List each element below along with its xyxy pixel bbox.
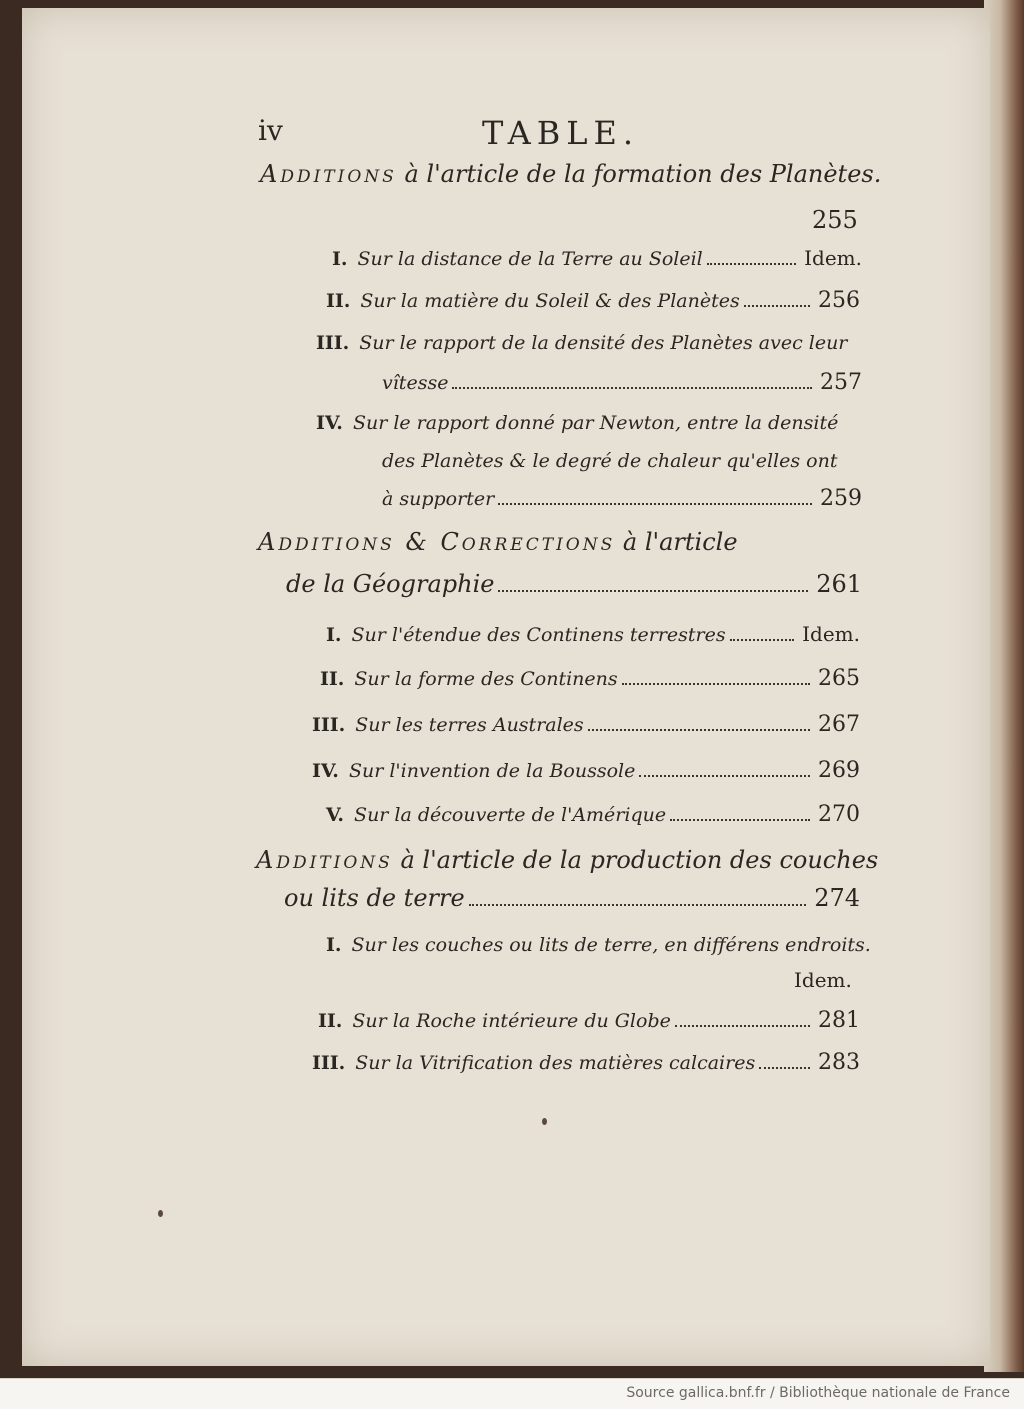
leader-dots: [707, 263, 796, 265]
entry-page: 256: [818, 288, 860, 313]
entry-text: Sur le rapport donné par Newton, entre la densité: [352, 412, 839, 434]
leader-dots: [588, 729, 810, 731]
entry-text: Sur la découverte de l'Amérique: [354, 804, 667, 826]
entry-page: 283: [818, 1050, 860, 1075]
entry-text: Sur la forme des Continens: [354, 668, 618, 690]
entry-page: 265: [818, 666, 860, 691]
entry-text: Sur la distance de la Terre au Soleil: [357, 248, 703, 270]
leader-dots: [759, 1067, 810, 1069]
entry-page: 267: [818, 712, 860, 737]
section-head-rest: de la Géographie: [286, 570, 495, 598]
toc-entry: [316, 332, 862, 354]
entry-text: des Planètes & le degré de chaleur qu'elles ont: [382, 450, 838, 472]
leader-dots: [498, 590, 808, 592]
entry-number: I.: [326, 624, 342, 646]
entry-number: III.: [312, 714, 346, 736]
toc-entry: [312, 758, 860, 783]
leader-dots: [670, 819, 810, 821]
leader-dots: [469, 904, 807, 906]
entry-text: vîtesse: [382, 372, 449, 394]
toc-entry-continuation: [382, 370, 862, 395]
entry-number: II.: [320, 668, 345, 690]
entry-number: IV.: [316, 412, 343, 434]
section-heading: [256, 846, 878, 874]
entry-page: 281: [818, 1008, 860, 1033]
toc-entry: [326, 288, 860, 313]
section-page: 255: [812, 206, 858, 234]
entry-text: Sur les terres Australes: [355, 714, 584, 736]
toc-entry-continuation: [382, 450, 837, 472]
entry-text: Sur la Vitrification des matières calcaires: [355, 1052, 756, 1074]
entry-number: I.: [332, 248, 348, 270]
section-head-rest: à l'article de la formation des Planètes.: [396, 160, 882, 188]
section-head-rest: ou lits de terre: [284, 884, 465, 912]
entry-page: Idem.: [794, 968, 852, 992]
entry-text: à supporter: [382, 488, 495, 510]
section-heading: [260, 160, 881, 188]
entry-page: Idem.: [802, 622, 860, 646]
paper-speck: [158, 1210, 163, 1217]
source-footer: [0, 1378, 1024, 1409]
leader-dots: [639, 775, 810, 777]
toc-entry: [326, 802, 860, 827]
leader-dots: [730, 639, 795, 641]
toc-entry-continuation: [382, 486, 862, 511]
leader-dots: [622, 683, 810, 685]
entry-number: II.: [318, 1010, 343, 1032]
entry-text: Sur la matière du Soleil & des Planètes: [360, 290, 740, 312]
section-head-rest: à l'article: [615, 528, 738, 556]
toc-entry: [312, 712, 860, 737]
section-head-caps: Additions: [256, 846, 393, 874]
entry-text: Sur la Roche intérieure du Globe: [352, 1010, 671, 1032]
toc-entry: [316, 412, 862, 434]
toc-entry: [332, 246, 862, 270]
entry-text: Sur les couches ou lits de terre, en différens endroits.: [351, 934, 871, 956]
entry-page: 259: [820, 486, 862, 511]
entry-number: I.: [326, 934, 342, 956]
toc-entry: [326, 622, 860, 646]
section-head-caps: Additions: [260, 160, 397, 188]
toc-entry: [318, 1008, 860, 1033]
leader-dots: [452, 387, 812, 389]
entry-text: Sur le rapport de la densité des Planètes avec leur: [359, 332, 848, 354]
entry-number: III.: [316, 332, 350, 354]
section-page: 261: [816, 570, 862, 598]
entry-page: Idem.: [804, 246, 862, 270]
page-title: TABLE.: [482, 114, 639, 152]
section-head-rest: à l'article de la production des couches: [392, 846, 879, 874]
section-heading-continuation: [284, 884, 860, 912]
toc-entry: [312, 1050, 860, 1075]
entry-number: II.: [326, 290, 351, 312]
toc-entry: [320, 666, 860, 691]
section-heading: [258, 528, 738, 556]
paper-speck: [542, 1118, 547, 1125]
entry-text: Sur l'étendue des Continens terrestres: [351, 624, 726, 646]
source-credit: Source gallica.bnf.fr / Bibliothèque nationale de France: [626, 1385, 1010, 1401]
leader-dots: [744, 305, 810, 307]
entry-page: 269: [818, 758, 860, 783]
entry-page: 257: [820, 370, 862, 395]
toc-entry: [326, 934, 871, 956]
section-head-caps: Additions & Corrections: [258, 528, 616, 556]
entry-number: IV.: [312, 760, 339, 782]
leader-dots: [498, 503, 812, 505]
page-folio: iv: [258, 114, 283, 147]
entry-text: Sur l'invention de la Boussole: [348, 760, 636, 782]
section-heading-continuation: [286, 570, 862, 598]
entry-number: V.: [326, 804, 345, 826]
entry-page: 270: [818, 802, 860, 827]
entry-number: III.: [312, 1052, 346, 1074]
section-page: 274: [814, 884, 860, 912]
leader-dots: [675, 1025, 810, 1027]
